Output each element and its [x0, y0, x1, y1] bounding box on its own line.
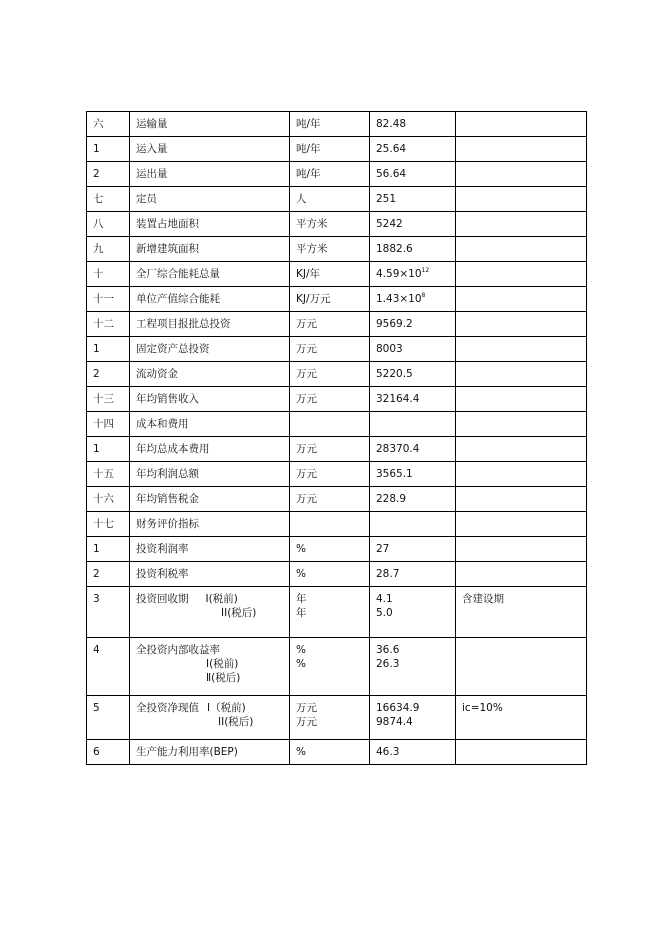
row-value [370, 262, 456, 287]
row-note [456, 412, 587, 437]
row-no: 1 [87, 337, 130, 362]
row-unit: KJ/万元 [290, 287, 370, 312]
unit-a: 万元 [296, 702, 317, 714]
row-item: 投资利税率 [130, 562, 290, 587]
row-item: 新增建筑面积 [130, 237, 290, 262]
value-exponent: 12 [421, 267, 430, 274]
table-row [87, 362, 587, 387]
table-row [87, 587, 587, 638]
row-no: 十四 [87, 412, 130, 437]
item-sub-a: Ⅰ(税前) [206, 658, 239, 670]
value-a: 4.1 [376, 593, 393, 605]
row-unit: 吨/年 [290, 162, 370, 187]
row-value: 3565.1 [370, 462, 456, 487]
row-unit [290, 412, 370, 437]
table-row [87, 696, 587, 740]
row-unit: 万元 [290, 462, 370, 487]
row-unit: % [290, 537, 370, 562]
row-unit: 万元 [290, 387, 370, 412]
row-item: 年均销售收入 [130, 387, 290, 412]
row-note [456, 112, 587, 137]
row-no: 七 [87, 187, 130, 212]
row-note [456, 462, 587, 487]
row-item: 流动资金 [130, 362, 290, 387]
row-no: 1 [87, 437, 130, 462]
row-no: 十五 [87, 462, 130, 487]
row-value: 46.3 [370, 740, 456, 765]
table-row [87, 387, 587, 412]
row-item: 生产能力利用率(BEP) [130, 740, 290, 765]
row-note [456, 362, 587, 387]
item-main: 全投资净现值 [136, 702, 199, 714]
row-item: 成本和费用 [130, 412, 290, 437]
table-row [87, 740, 587, 765]
row-no: 2 [87, 162, 130, 187]
row-note: ic=10% [456, 696, 587, 740]
row-note [456, 187, 587, 212]
table-row [87, 212, 587, 237]
row-note [456, 287, 587, 312]
unit-a: 年 [296, 593, 307, 605]
row-item: 工程项目报批总投资 [130, 312, 290, 337]
row-no: 6 [87, 740, 130, 765]
row-unit: 人 [290, 187, 370, 212]
table-row [87, 137, 587, 162]
row-note [456, 512, 587, 537]
table-row [87, 237, 587, 262]
row-unit [290, 696, 370, 740]
row-note [456, 437, 587, 462]
row-no: 八 [87, 212, 130, 237]
row-item [130, 638, 290, 696]
row-unit: 万元 [290, 312, 370, 337]
row-no: 5 [87, 696, 130, 740]
row-note [456, 387, 587, 412]
value-base: 1.43×10 [376, 293, 422, 305]
row-value: 5220.5 [370, 362, 456, 387]
row-no: 六 [87, 112, 130, 137]
row-item [130, 587, 290, 638]
row-note [456, 237, 587, 262]
row-value: 27 [370, 537, 456, 562]
row-item: 单位产值综合能耗 [130, 287, 290, 312]
value-a: 36.6 [376, 644, 400, 656]
item-sub-b: ⅠⅠ(税后) [218, 716, 254, 728]
row-item: 运出量 [130, 162, 290, 187]
row-unit: 万元 [290, 437, 370, 462]
table-row [87, 562, 587, 587]
row-item: 定员 [130, 187, 290, 212]
item-sub-b: Ⅱ(税后) [206, 672, 241, 684]
row-note [456, 212, 587, 237]
row-item: 装置占地面积 [130, 212, 290, 237]
row-no: 十 [87, 262, 130, 287]
row-value: 28370.4 [370, 437, 456, 462]
row-value: 82.48 [370, 112, 456, 137]
item-sub-a: Ⅰ(税前) [205, 593, 238, 605]
table-row [87, 162, 587, 187]
row-value: 9569.2 [370, 312, 456, 337]
row-value [370, 587, 456, 638]
row-note [456, 638, 587, 696]
item-main: 投资回收期 [136, 593, 189, 605]
row-unit: 万元 [290, 362, 370, 387]
item-sub-b: ⅠⅠ(税后) [221, 607, 257, 619]
table-row [87, 337, 587, 362]
row-unit [290, 587, 370, 638]
row-unit: 平方米 [290, 212, 370, 237]
item-sub-a: Ⅰ（税前) [207, 702, 246, 714]
row-item: 固定资产总投资 [130, 337, 290, 362]
row-unit: KJ/年 [290, 262, 370, 287]
row-no: 1 [87, 137, 130, 162]
table-row [87, 638, 587, 696]
row-note [456, 162, 587, 187]
row-note [456, 537, 587, 562]
row-no: 十一 [87, 287, 130, 312]
row-value [370, 512, 456, 537]
value-b: 9874.4 [376, 716, 413, 728]
row-unit: 平方米 [290, 237, 370, 262]
row-value: 228.9 [370, 487, 456, 512]
row-value: 251 [370, 187, 456, 212]
row-item: 投资利润率 [130, 537, 290, 562]
row-unit [290, 638, 370, 696]
row-value [370, 696, 456, 740]
row-unit: 吨/年 [290, 112, 370, 137]
table-row [87, 537, 587, 562]
row-no: 3 [87, 587, 130, 638]
row-item: 运入量 [130, 137, 290, 162]
value-exponent: 8 [421, 292, 426, 299]
table-row [87, 462, 587, 487]
row-unit [290, 512, 370, 537]
row-note [456, 262, 587, 287]
table-row [87, 512, 587, 537]
row-no: 九 [87, 237, 130, 262]
row-item: 全厂综合能耗总量 [130, 262, 290, 287]
row-note [456, 740, 587, 765]
row-no: 十七 [87, 512, 130, 537]
row-item: 运输量 [130, 112, 290, 137]
row-note [456, 562, 587, 587]
value-b: 26.3 [376, 658, 400, 670]
row-no: 2 [87, 362, 130, 387]
row-no: 十二 [87, 312, 130, 337]
value-a: 16634.9 [376, 702, 420, 714]
row-value: 32164.4 [370, 387, 456, 412]
row-value [370, 412, 456, 437]
row-note [456, 337, 587, 362]
row-no: 4 [87, 638, 130, 696]
row-note [456, 312, 587, 337]
row-value: 56.64 [370, 162, 456, 187]
unit-a: % [296, 644, 306, 656]
row-unit: 吨/年 [290, 137, 370, 162]
row-no: 1 [87, 537, 130, 562]
row-value [370, 287, 456, 312]
table-row [87, 312, 587, 337]
table-row [87, 487, 587, 512]
row-no: 十六 [87, 487, 130, 512]
value-b: 5.0 [376, 607, 393, 619]
row-unit: 万元 [290, 337, 370, 362]
row-note [456, 487, 587, 512]
table-body [87, 112, 587, 765]
unit-b: 年 [296, 607, 307, 619]
table-row [87, 112, 587, 137]
row-value: 8003 [370, 337, 456, 362]
row-unit: % [290, 740, 370, 765]
value-base: 4.59×10 [376, 268, 422, 280]
table-row [87, 262, 587, 287]
row-no: 2 [87, 562, 130, 587]
row-unit: % [290, 562, 370, 587]
indicator-table [86, 111, 587, 765]
row-item: 年均销售税金 [130, 487, 290, 512]
row-note: 含建设期 [456, 587, 587, 638]
row-value [370, 638, 456, 696]
row-value: 28.7 [370, 562, 456, 587]
table-row [87, 187, 587, 212]
unit-b: % [296, 658, 306, 670]
table-row [87, 287, 587, 312]
row-item: 财务评价指标 [130, 512, 290, 537]
row-value: 5242 [370, 212, 456, 237]
row-item [130, 696, 290, 740]
row-unit: 万元 [290, 487, 370, 512]
row-item: 年均利润总额 [130, 462, 290, 487]
unit-b: 万元 [296, 716, 317, 728]
row-value: 25.64 [370, 137, 456, 162]
table-row [87, 437, 587, 462]
row-value: 1882.6 [370, 237, 456, 262]
row-no: 十三 [87, 387, 130, 412]
item-main: 全投资内部收益率 [136, 644, 220, 656]
row-note [456, 137, 587, 162]
row-item: 年均总成本费用 [130, 437, 290, 462]
table-row [87, 412, 587, 437]
